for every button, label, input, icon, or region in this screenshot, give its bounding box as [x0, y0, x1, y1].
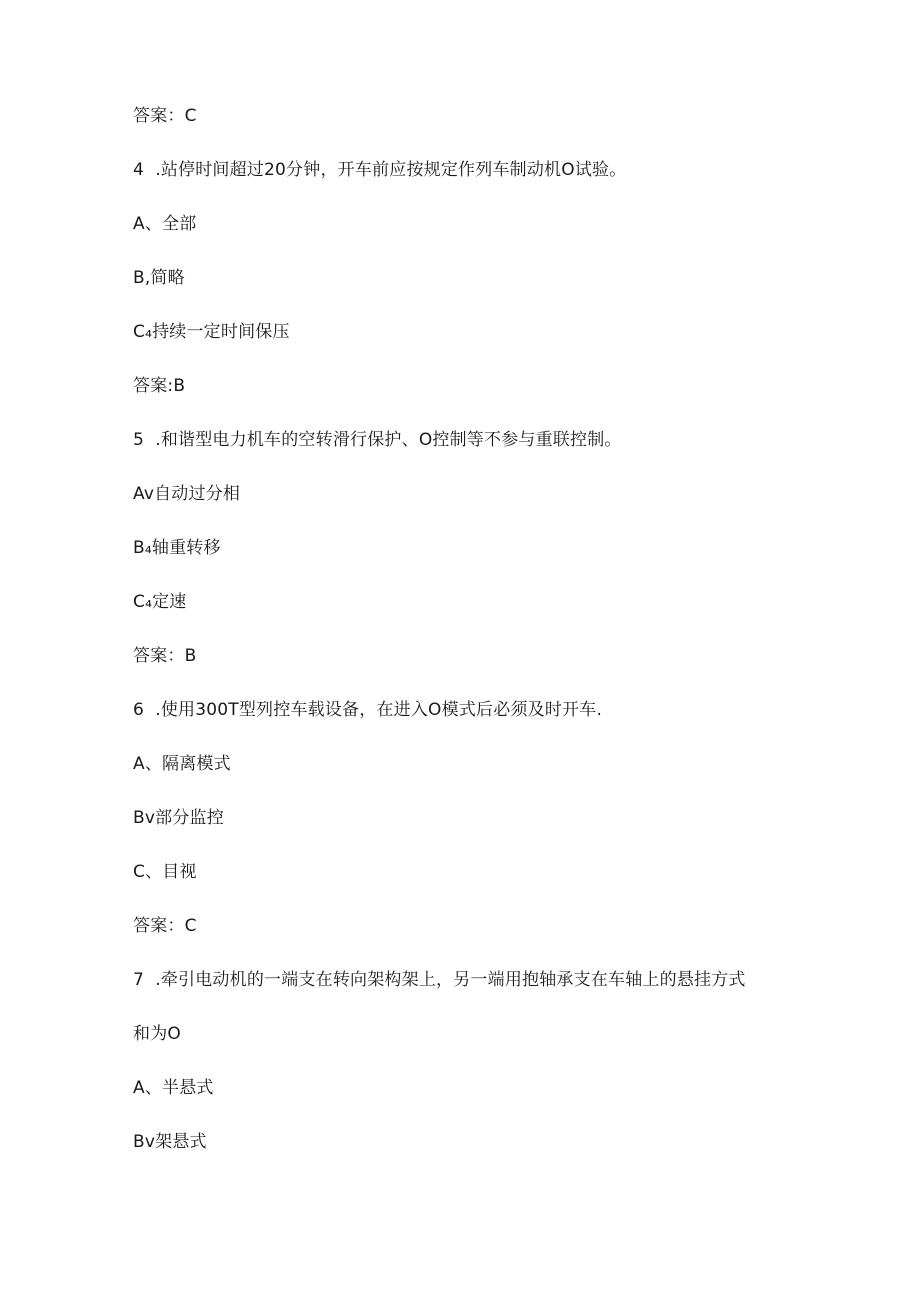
option-a: Av自动过分相 [133, 484, 241, 504]
answer-line: 答案：C [133, 106, 197, 126]
option-c: C₄定速 [133, 592, 187, 612]
answer-line: 答案：B [133, 646, 197, 666]
option-b: B,简略 [133, 268, 185, 288]
answer-line: 答案：C [133, 916, 197, 936]
answer-line: 答案:B [133, 376, 186, 396]
question-4: 4 .站停时间超过20分钟，开车前应按规定作列车制动机O试验。 [133, 160, 627, 180]
question-7-continued: 和为O [133, 1024, 181, 1044]
option-b: Bv部分监控 [133, 808, 224, 828]
option-b: B₄轴重转移 [133, 538, 221, 558]
option-a: A、隔离模式 [133, 754, 231, 774]
option-a: A、半悬式 [133, 1078, 214, 1098]
question-5: 5 .和谐型电力机车的空转滑行保护、O控制等不参与重联控制。 [133, 430, 622, 450]
option-c: C、目视 [133, 862, 197, 882]
option-a: A、全部 [133, 214, 197, 234]
question-7: 7 .牵引电动机的一端支在转向架构架上，另一端用抱轴承支在车轴上的悬挂方式 [133, 970, 746, 990]
question-6: 6 .使用300T型列控车载设备，在进入O模式后必须及时开车. [133, 700, 603, 720]
option-b: Bv架悬式 [133, 1132, 207, 1152]
option-c: C₄持续一定时间保压 [133, 322, 290, 342]
